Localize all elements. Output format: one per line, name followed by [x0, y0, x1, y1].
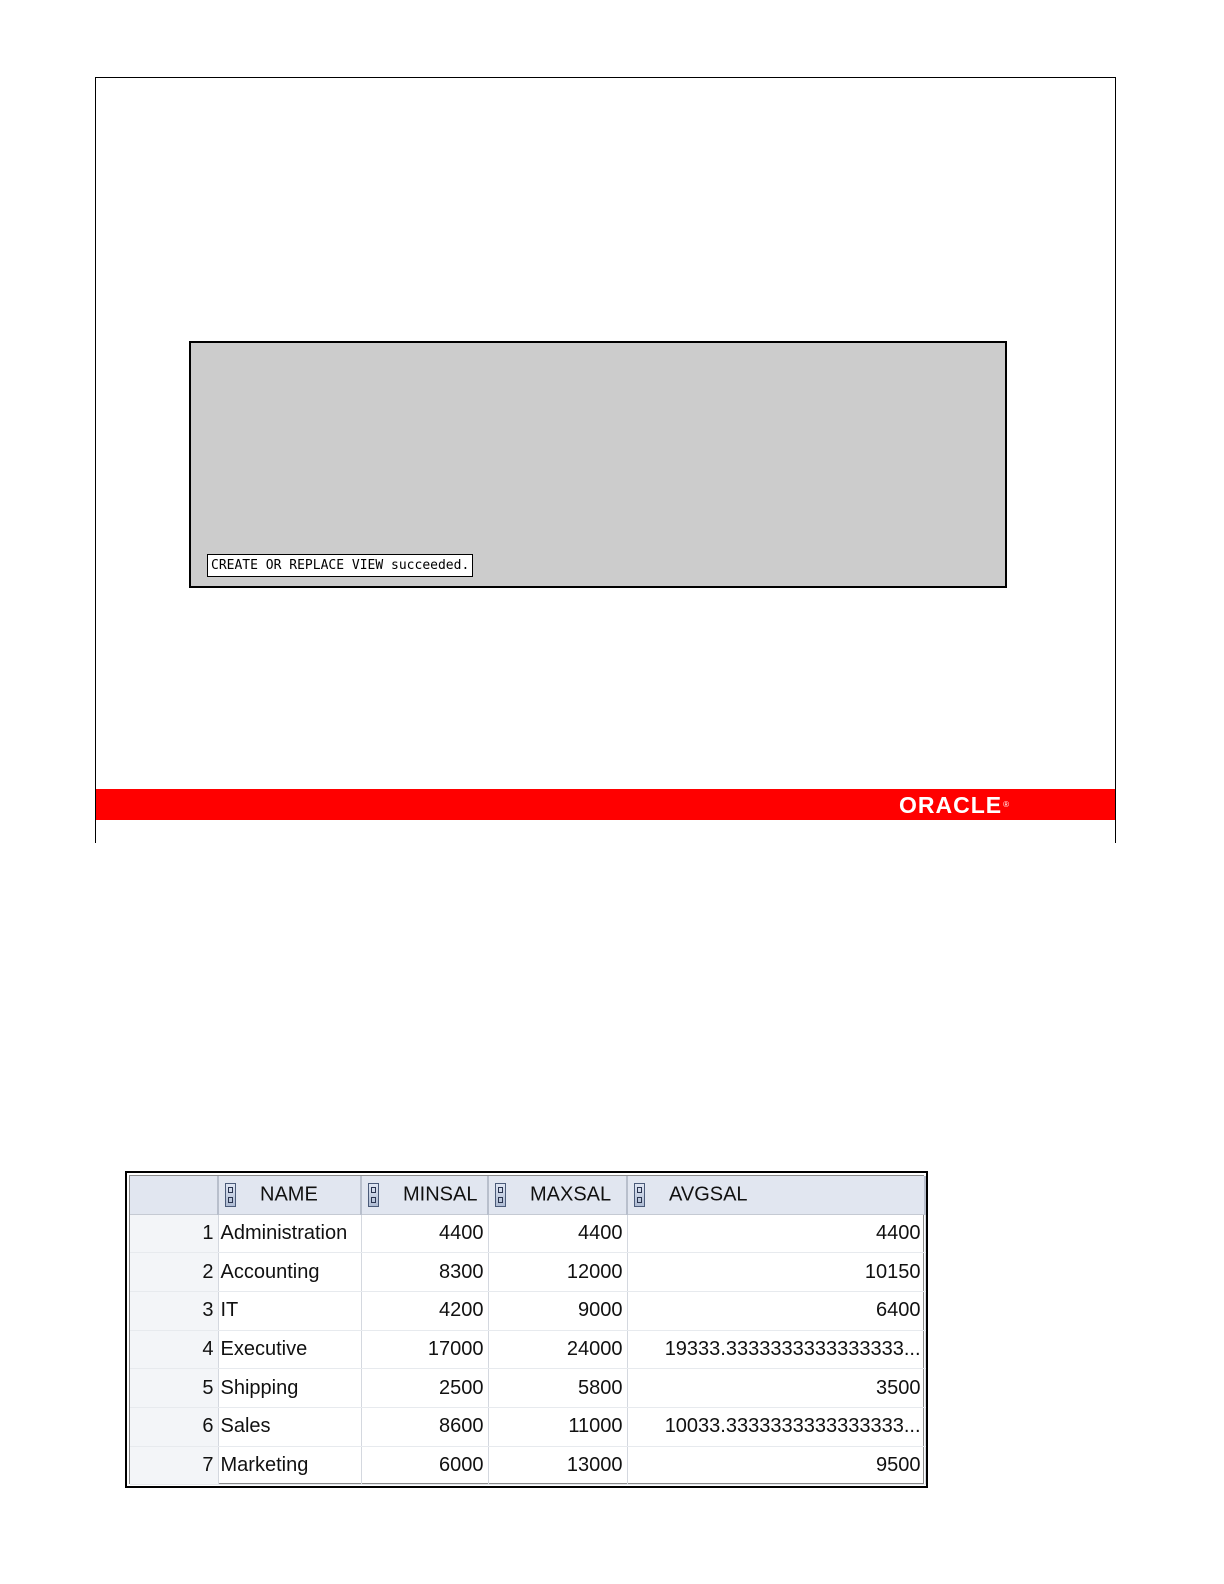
cell-maxsal[interactable]: 13000	[488, 1446, 627, 1485]
cell-minsal[interactable]: 6000	[361, 1446, 488, 1485]
row-number: 1	[130, 1214, 218, 1253]
table-row[interactable]	[130, 1214, 925, 1253]
cell-name[interactable]: Accounting	[218, 1253, 361, 1292]
sort-az-icon[interactable]	[368, 1183, 379, 1207]
cell-minsal[interactable]: 8300	[361, 1253, 488, 1292]
oracle-logo	[899, 793, 1010, 817]
cell-minsal[interactable]: 2500	[361, 1369, 488, 1408]
column-header-name[interactable]: NAME	[218, 1176, 361, 1214]
cell-maxsal[interactable]: 4400	[488, 1214, 627, 1253]
cell-minsal[interactable]: 4400	[361, 1214, 488, 1253]
cell-name[interactable]: Administration	[218, 1214, 361, 1253]
cell-name[interactable]: IT	[218, 1291, 361, 1330]
code-box	[189, 341, 1007, 588]
row-number: 7	[130, 1446, 218, 1485]
sort-az-icon[interactable]	[495, 1183, 506, 1207]
row-number: 4	[130, 1330, 218, 1369]
cell-maxsal[interactable]: 11000	[488, 1407, 627, 1446]
table-row[interactable]	[130, 1330, 925, 1369]
cell-maxsal[interactable]: 5800	[488, 1369, 627, 1408]
cell-avgsal[interactable]: 10150	[627, 1253, 925, 1292]
row-number-header	[130, 1176, 218, 1214]
cell-avgsal[interactable]: 9500	[627, 1446, 925, 1485]
table-row[interactable]	[130, 1291, 925, 1330]
table-row[interactable]	[130, 1407, 925, 1446]
sort-az-icon[interactable]	[634, 1183, 645, 1207]
row-number: 2	[130, 1253, 218, 1292]
query-result-grid	[125, 1171, 928, 1488]
footer-bar	[96, 789, 1115, 820]
cell-name[interactable]: Marketing	[218, 1446, 361, 1485]
cell-maxsal[interactable]: 24000	[488, 1330, 627, 1369]
column-header-avgsal[interactable]: AVGSAL	[627, 1176, 925, 1214]
row-number: 6	[130, 1407, 218, 1446]
cell-name[interactable]: Shipping	[218, 1369, 361, 1408]
result-table	[130, 1176, 926, 1485]
result-message: CREATE OR REPLACE VIEW succeeded.	[207, 554, 473, 577]
column-header-maxsal[interactable]: MAXSAL	[488, 1176, 627, 1214]
cell-name[interactable]: Sales	[218, 1407, 361, 1446]
cell-avgsal[interactable]: 19333.3333333333333333...	[627, 1330, 925, 1369]
cell-name[interactable]: Executive	[218, 1330, 361, 1369]
table-row[interactable]	[130, 1253, 925, 1292]
cell-minsal[interactable]: 4200	[361, 1291, 488, 1330]
cell-minsal[interactable]: 8600	[361, 1407, 488, 1446]
cell-avgsal[interactable]: 10033.3333333333333333...	[627, 1407, 925, 1446]
registered-mark: ®	[1003, 800, 1010, 809]
cell-minsal[interactable]: 17000	[361, 1330, 488, 1369]
column-header-minsal[interactable]: MINSAL	[361, 1176, 488, 1214]
logo-text: ORACLE	[898, 792, 1003, 818]
cell-maxsal[interactable]: 9000	[488, 1291, 627, 1330]
cell-maxsal[interactable]: 12000	[488, 1253, 627, 1292]
row-number: 3	[130, 1291, 218, 1330]
cell-avgsal[interactable]: 3500	[627, 1369, 925, 1408]
header-row	[130, 1176, 925, 1214]
cell-avgsal[interactable]: 4400	[627, 1214, 925, 1253]
slide-frame	[95, 77, 1116, 843]
row-number: 5	[130, 1369, 218, 1408]
cell-avgsal[interactable]: 6400	[627, 1291, 925, 1330]
grid-inner	[129, 1175, 924, 1484]
table-row[interactable]	[130, 1369, 925, 1408]
sort-az-icon[interactable]	[225, 1183, 236, 1207]
table-row[interactable]	[130, 1446, 925, 1485]
